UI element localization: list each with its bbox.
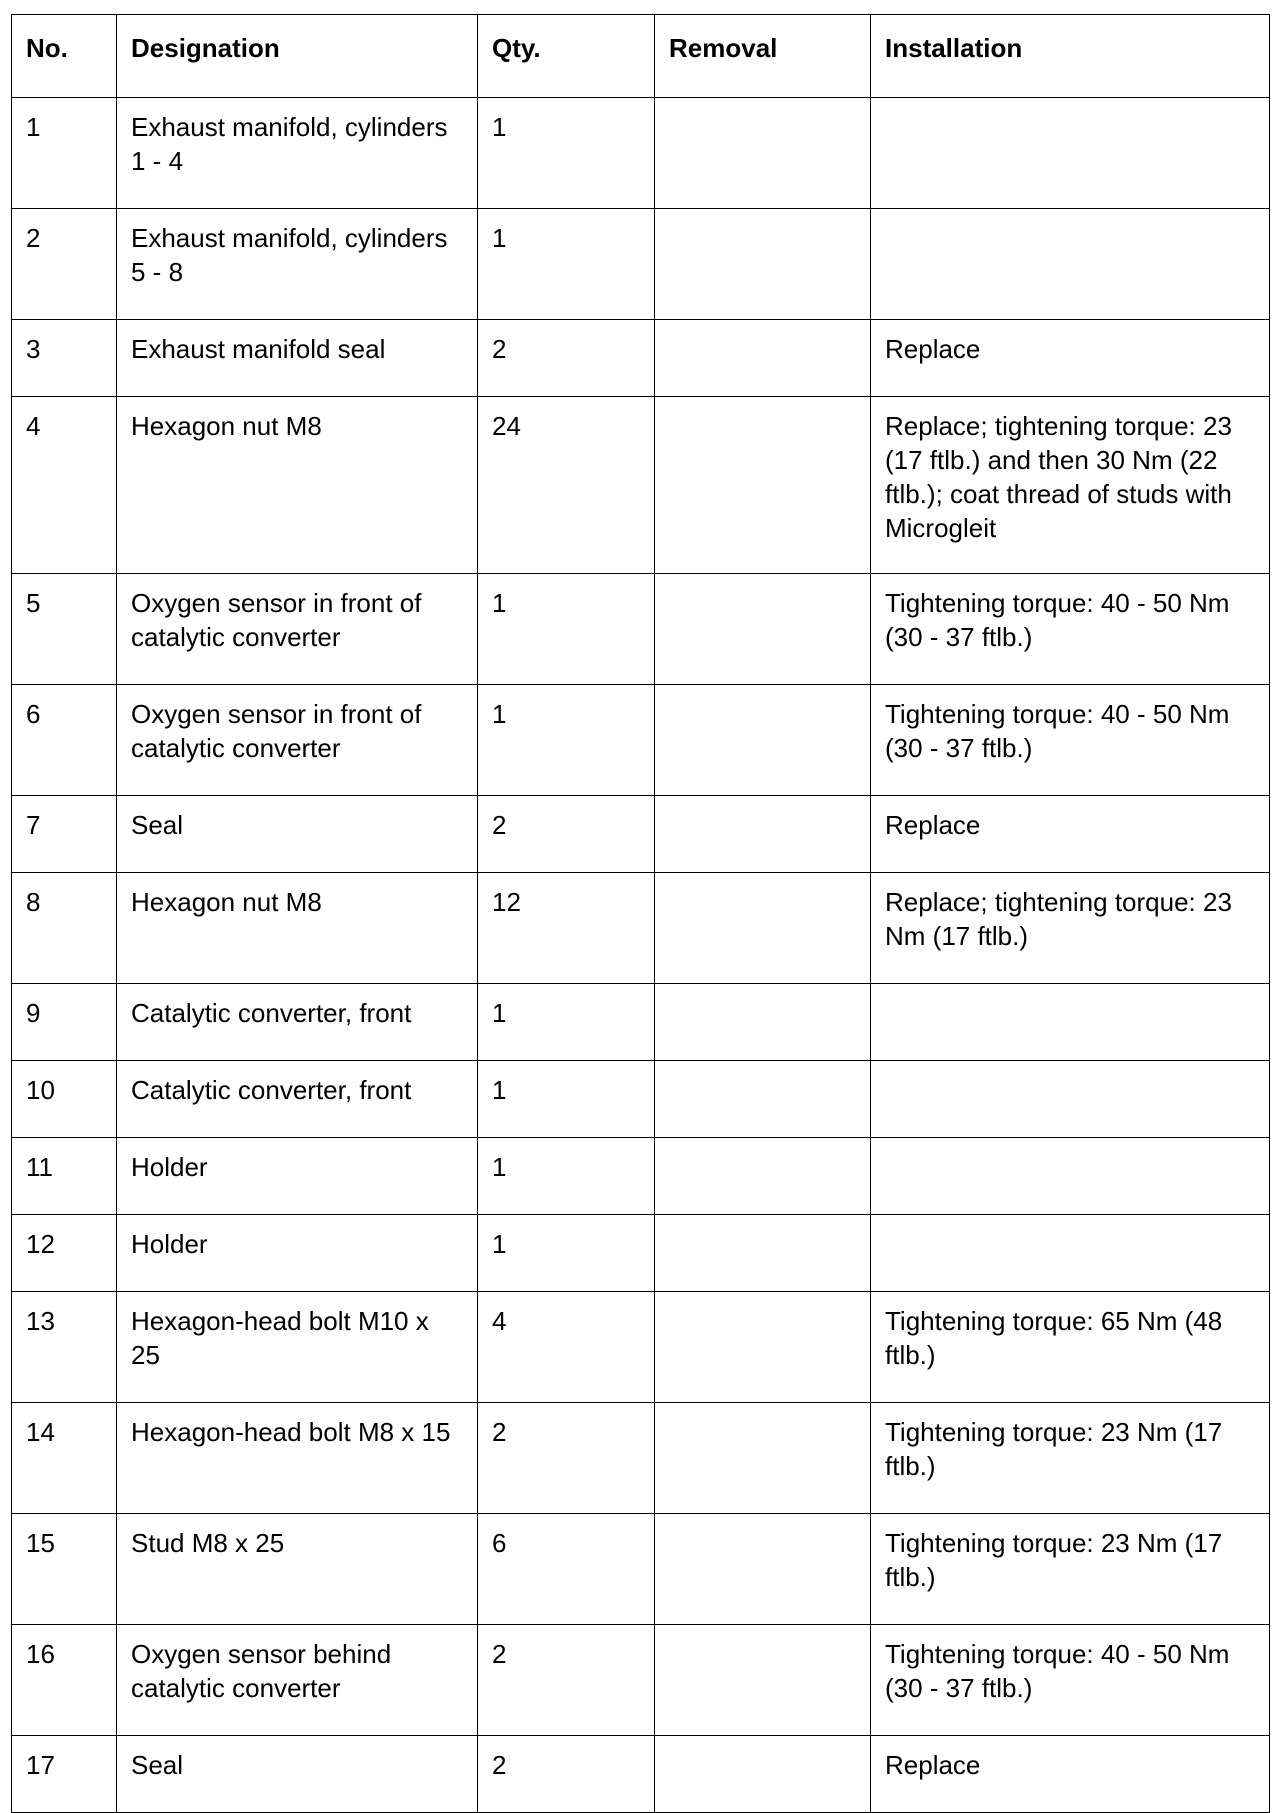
cell-no: 2 xyxy=(12,209,117,320)
cell-designation: Hexagon-head bolt M8 x 15 xyxy=(117,1403,478,1514)
cell-removal xyxy=(655,984,871,1061)
cell-no: 8 xyxy=(12,873,117,984)
cell-qty: 2 xyxy=(478,320,655,397)
cell-no: 15 xyxy=(12,1514,117,1625)
cell-no: 11 xyxy=(12,1138,117,1215)
cell-designation: Oxygen sensor in front of catalytic converter xyxy=(117,685,478,796)
table-row xyxy=(12,1403,1270,1514)
cell-removal xyxy=(655,1215,871,1292)
cell-no: 10 xyxy=(12,1061,117,1138)
table-row xyxy=(12,320,1270,397)
header-row xyxy=(12,15,1270,98)
table-body xyxy=(12,98,1270,1813)
header-qty: Qty. xyxy=(478,15,655,98)
header-installation: Installation xyxy=(871,15,1270,98)
table-row xyxy=(12,574,1270,685)
cell-installation: Tightening torque: 40 - 50 Nm (30 - 37 ftlb.) xyxy=(871,574,1270,685)
cell-qty: 2 xyxy=(478,1736,655,1813)
cell-installation xyxy=(871,1061,1270,1138)
cell-qty: 1 xyxy=(478,984,655,1061)
cell-removal xyxy=(655,574,871,685)
cell-installation: Tightening torque: 40 - 50 Nm (30 - 37 ftlb.) xyxy=(871,685,1270,796)
cell-designation: Hexagon nut M8 xyxy=(117,873,478,984)
table-row xyxy=(12,1514,1270,1625)
cell-installation xyxy=(871,1138,1270,1215)
cell-no: 14 xyxy=(12,1403,117,1514)
cell-installation: Tightening torque: 23 Nm (17 ftlb.) xyxy=(871,1514,1270,1625)
cell-qty: 1 xyxy=(478,98,655,209)
table-row xyxy=(12,1292,1270,1403)
table-row xyxy=(12,1061,1270,1138)
cell-qty: 24 xyxy=(478,397,655,574)
cell-no: 5 xyxy=(12,574,117,685)
cell-designation: Hexagon nut M8 xyxy=(117,397,478,574)
cell-designation: Hexagon-head bolt M10 x 25 xyxy=(117,1292,478,1403)
table-row xyxy=(12,397,1270,574)
cell-qty: 1 xyxy=(478,209,655,320)
cell-no: 4 xyxy=(12,397,117,574)
cell-installation: Replace xyxy=(871,320,1270,397)
cell-removal xyxy=(655,1292,871,1403)
header-designation: Designation xyxy=(117,15,478,98)
cell-designation: Holder xyxy=(117,1138,478,1215)
cell-designation: Seal xyxy=(117,1736,478,1813)
cell-qty: 1 xyxy=(478,1061,655,1138)
cell-installation: Tightening torque: 65 Nm (48 ftlb.) xyxy=(871,1292,1270,1403)
cell-removal xyxy=(655,209,871,320)
cell-installation: Replace; tightening torque: 23 (17 ftlb.) and then 30 Nm (22 ftlb.); coat thread of studs with Microgleit xyxy=(871,397,1270,574)
cell-installation: Replace xyxy=(871,796,1270,873)
parts-table xyxy=(11,14,1270,1813)
cell-removal xyxy=(655,1138,871,1215)
cell-designation: Exhaust manifold seal xyxy=(117,320,478,397)
cell-designation: Oxygen sensor in front of catalytic converter xyxy=(117,574,478,685)
table-row xyxy=(12,98,1270,209)
table-row xyxy=(12,873,1270,984)
cell-installation: Tightening torque: 40 - 50 Nm (30 - 37 ftlb.) xyxy=(871,1625,1270,1736)
cell-no: 3 xyxy=(12,320,117,397)
cell-removal xyxy=(655,1514,871,1625)
table-row xyxy=(12,1138,1270,1215)
cell-designation: Oxygen sensor behind catalytic converter xyxy=(117,1625,478,1736)
table-row xyxy=(12,209,1270,320)
cell-removal xyxy=(655,1061,871,1138)
cell-removal xyxy=(655,796,871,873)
table-row xyxy=(12,1736,1270,1813)
cell-no: 6 xyxy=(12,685,117,796)
cell-no: 17 xyxy=(12,1736,117,1813)
cell-installation: Replace xyxy=(871,1736,1270,1813)
cell-removal xyxy=(655,98,871,209)
cell-installation xyxy=(871,1215,1270,1292)
cell-no: 9 xyxy=(12,984,117,1061)
table-row xyxy=(12,984,1270,1061)
cell-qty: 2 xyxy=(478,1403,655,1514)
cell-qty: 1 xyxy=(478,574,655,685)
cell-designation: Seal xyxy=(117,796,478,873)
cell-qty: 4 xyxy=(478,1292,655,1403)
cell-removal xyxy=(655,320,871,397)
table-header xyxy=(12,15,1270,98)
cell-designation: Catalytic converter, front xyxy=(117,1061,478,1138)
cell-no: 13 xyxy=(12,1292,117,1403)
cell-qty: 12 xyxy=(478,873,655,984)
cell-removal xyxy=(655,1736,871,1813)
cell-qty: 1 xyxy=(478,1138,655,1215)
cell-removal xyxy=(655,873,871,984)
cell-no: 16 xyxy=(12,1625,117,1736)
cell-qty: 2 xyxy=(478,1625,655,1736)
cell-installation xyxy=(871,98,1270,209)
cell-designation: Exhaust manifold, cylinders 1 - 4 xyxy=(117,98,478,209)
cell-qty: 6 xyxy=(478,1514,655,1625)
cell-no: 7 xyxy=(12,796,117,873)
cell-removal xyxy=(655,685,871,796)
header-removal: Removal xyxy=(655,15,871,98)
table-row xyxy=(12,1625,1270,1736)
cell-installation xyxy=(871,209,1270,320)
cell-installation xyxy=(871,984,1270,1061)
cell-qty: 1 xyxy=(478,685,655,796)
cell-removal xyxy=(655,1625,871,1736)
cell-designation: Holder xyxy=(117,1215,478,1292)
table-row xyxy=(12,685,1270,796)
cell-installation: Replace; tightening torque: 23 Nm (17 ftlb.) xyxy=(871,873,1270,984)
header-no: No. xyxy=(12,15,117,98)
cell-qty: 2 xyxy=(478,796,655,873)
cell-installation: Tightening torque: 23 Nm (17 ftlb.) xyxy=(871,1403,1270,1514)
cell-qty: 1 xyxy=(478,1215,655,1292)
table-row xyxy=(12,796,1270,873)
cell-designation: Exhaust manifold, cylinders 5 - 8 xyxy=(117,209,478,320)
table-row xyxy=(12,1215,1270,1292)
cell-no: 12 xyxy=(12,1215,117,1292)
cell-removal xyxy=(655,1403,871,1514)
cell-designation: Catalytic converter, front xyxy=(117,984,478,1061)
cell-removal xyxy=(655,397,871,574)
cell-no: 1 xyxy=(12,98,117,209)
cell-designation: Stud M8 x 25 xyxy=(117,1514,478,1625)
